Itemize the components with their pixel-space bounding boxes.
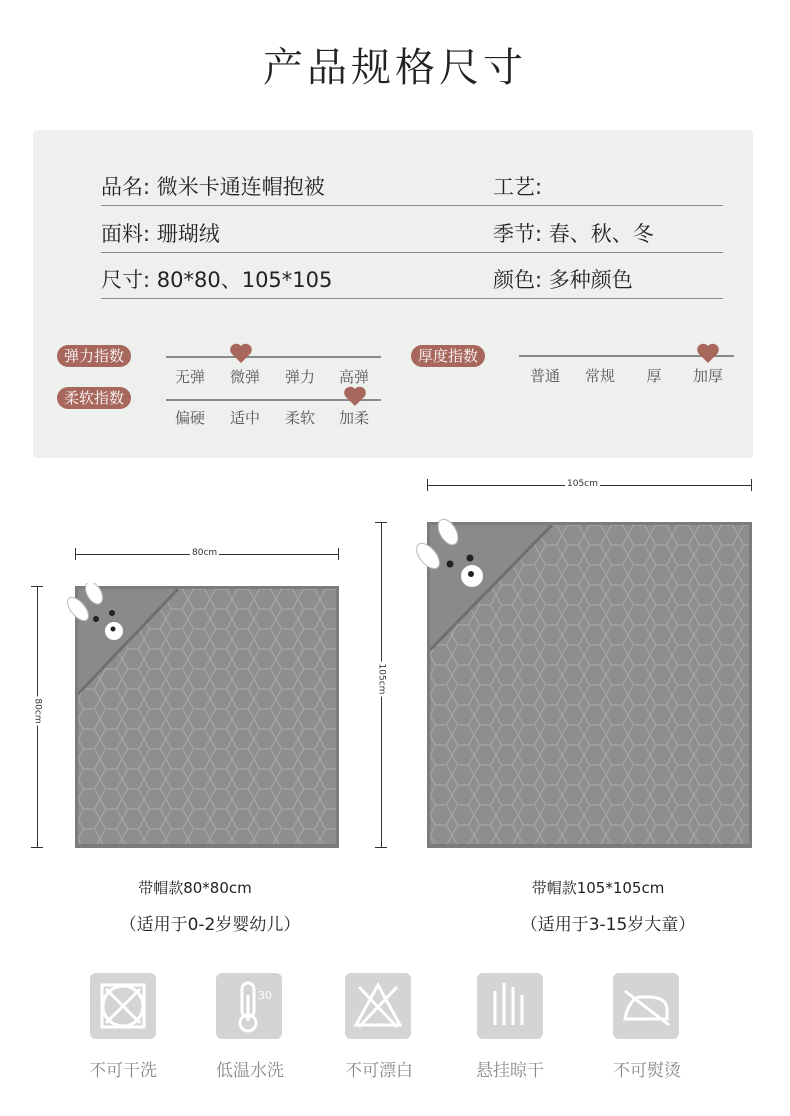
- care-label-no-iron: 不可熨烫: [613, 1061, 681, 1081]
- no-dry-clean-icon: [90, 973, 156, 1039]
- spec-row-size: [101, 252, 723, 299]
- small-height-label: 80cm: [32, 698, 43, 724]
- no-bleach-icon: [345, 973, 411, 1039]
- no-iron-icon: [613, 973, 679, 1039]
- elasticity-level-4: 高弹: [338, 368, 369, 386]
- care-label-low-temp-wash: 低温水洗: [216, 1061, 284, 1081]
- small-width-tick-left: [75, 548, 76, 560]
- small-width-label: 80cm: [192, 548, 218, 558]
- elasticity-level-3: 弹力: [284, 368, 315, 386]
- elasticity-level-1: 无弹: [174, 368, 205, 386]
- thickness-level-4: 加厚: [692, 367, 723, 385]
- large-width-label: 105cm: [567, 479, 598, 489]
- elasticity-scale-line: [166, 356, 381, 358]
- spec-row-fabric: [101, 206, 723, 253]
- svg-text:30: 30: [258, 989, 272, 1002]
- small-height-tick-top: [31, 586, 43, 587]
- elasticity-index-badge: 弹力指数: [57, 345, 131, 367]
- large-bunny-face-icon: [414, 518, 494, 590]
- spec-row-name: [101, 159, 723, 206]
- size-field: 尺寸: 80*80、105*105: [101, 268, 333, 292]
- fabric-field: 面料: 珊瑚绒: [101, 222, 220, 246]
- softness-level-1: 偏硬: [174, 409, 205, 427]
- thickness-level-1: 普通: [529, 367, 560, 385]
- large-size-note: （适用于3-15岁大童）: [520, 915, 696, 935]
- page-title: 产品规格尺寸: [263, 45, 527, 91]
- color-field: 颜色: 多种颜色: [493, 268, 633, 292]
- thickness-index-badge: 厚度指数: [411, 345, 485, 367]
- season-field: 季节: 春、秋、冬: [493, 222, 654, 246]
- small-bunny-face-icon: [66, 583, 136, 643]
- small-height-tick-bottom: [31, 847, 43, 848]
- care-label-no-bleach: 不可漂白: [345, 1061, 413, 1081]
- small-width-tick-right: [338, 548, 339, 560]
- care-label-no-dry-clean: 不可干洗: [89, 1061, 157, 1081]
- large-height-tick-top: [375, 522, 387, 523]
- care-label-hang-dry: 悬挂晾干: [476, 1061, 544, 1081]
- elasticity-level-2: 微弹: [229, 368, 260, 386]
- large-width-tick-left: [427, 479, 428, 491]
- large-height-tick-bottom: [375, 847, 387, 848]
- large-width-tick-right: [751, 479, 752, 491]
- thickness-level-2: 常规: [584, 367, 615, 385]
- softness-index-badge: 柔软指数: [57, 387, 131, 409]
- softness-level-3: 柔软: [284, 409, 315, 427]
- small-size-note: （适用于0-2岁婴幼儿）: [119, 915, 301, 935]
- large-size-caption: 带帽款105*105cm: [531, 879, 665, 897]
- hang-dry-icon: [477, 973, 543, 1039]
- spec-panel: [33, 130, 753, 458]
- elasticity-heart-icon: [229, 342, 253, 364]
- thickness-heart-icon: [696, 342, 720, 364]
- craft-field: 工艺:: [493, 175, 543, 199]
- low-temp-wash-icon: [216, 973, 282, 1039]
- large-height-label: 105cm: [376, 663, 387, 695]
- softness-level-4: 加柔: [338, 409, 369, 427]
- softness-heart-icon: [343, 385, 367, 407]
- thickness-level-3: 厚: [646, 367, 662, 385]
- small-size-caption: 带帽款80*80cm: [138, 879, 252, 897]
- name-field: 品名: 微米卡通连帽抱被: [101, 175, 325, 199]
- softness-level-2: 适中: [229, 409, 260, 427]
